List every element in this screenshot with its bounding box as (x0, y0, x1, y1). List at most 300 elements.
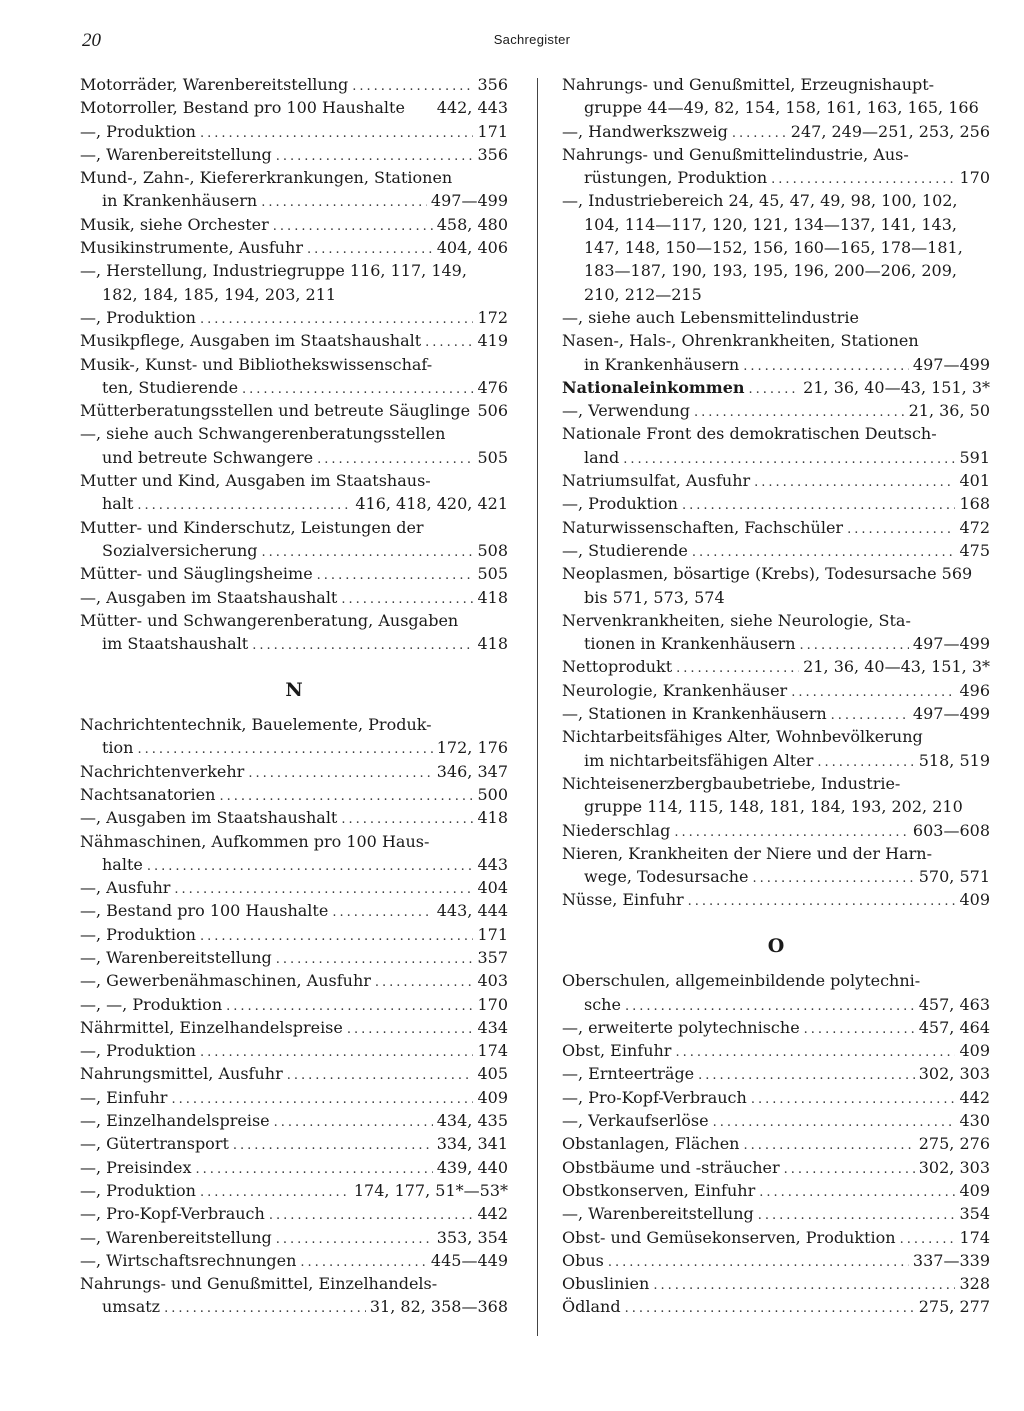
index-entry (80, 609, 508, 632)
index-entry (80, 329, 508, 352)
page-reference: 457, 463 (918, 994, 990, 1014)
index-term: —, Produktion (80, 1041, 196, 1061)
page-reference: 172 (477, 307, 508, 327)
page-reference: 168 (959, 494, 990, 514)
dot-leader (252, 634, 473, 657)
index-term: Nachrichtentechnik, Bauelemente, Produk- (80, 715, 432, 735)
dot-leader (262, 541, 474, 564)
index-term: —, Gewerbenähmaschinen, Ausfuhr (80, 971, 371, 991)
index-term: —, siehe auch Schwangerenberatungsstellen (80, 424, 446, 444)
dot-leader (674, 821, 909, 844)
index-term: —, Einfuhr (80, 1087, 168, 1107)
page-reference: 404 (477, 878, 508, 898)
index-term: Nährmittel, Einzelhandelspreise (80, 1017, 343, 1037)
dot-leader (675, 1041, 955, 1064)
index-entry (562, 562, 990, 585)
index-entry (562, 1295, 990, 1318)
dot-leader (817, 751, 914, 774)
index-entry (80, 1086, 508, 1109)
page-reference: 172, 176 (436, 738, 508, 758)
column-divider (537, 78, 538, 1336)
index-entry (562, 1062, 990, 1085)
index-entry (562, 353, 990, 376)
index-term: ten, Studierende (102, 377, 239, 397)
page-reference: 496 (959, 680, 990, 700)
index-term: —, siehe auch Lebensmittelindustrie (562, 307, 859, 327)
index-term: bis 571, 573, 574 (584, 587, 725, 607)
index-column-right (562, 73, 990, 1319)
index-term: —, Preisindex (80, 1157, 192, 1177)
index-entry (80, 1156, 508, 1179)
index-term: —, Produktion (80, 121, 196, 141)
section-spacer (562, 912, 990, 935)
index-entry (562, 539, 990, 562)
index-entry (80, 166, 508, 189)
page-reference: 334, 341 (436, 1134, 508, 1154)
index-entry (562, 1226, 990, 1249)
dot-leader (242, 378, 473, 401)
dot-leader (233, 1134, 433, 1157)
dot-leader (743, 355, 909, 378)
dot-leader (752, 867, 914, 890)
index-entry (562, 96, 990, 119)
index-term: Sozialversicherung (102, 540, 258, 560)
page-reference: 31, 82, 358—368 (369, 1297, 508, 1317)
index-term: —, Warenbereitstellung (80, 1227, 272, 1247)
index-term: Musik, siehe Orchester (80, 214, 269, 234)
page-reference: 472 (959, 517, 990, 537)
index-term: —, Stationen in Krankenhäusern (562, 704, 827, 724)
index-term: Nähmaschinen, Aufkommen pro 100 Haus- (80, 831, 430, 851)
page-reference: 442, 443 (436, 98, 509, 118)
index-term: —, Produktion (80, 1180, 196, 1200)
page-reference: 497—499 (430, 191, 508, 211)
index-term: Mütter- und Säuglingsheime (80, 564, 313, 584)
index-entry (80, 492, 508, 515)
index-term: 147, 148, 150—152, 156, 160—165, 178—181, (584, 238, 963, 258)
page-reference: 247, 249—251, 253, 256 (790, 121, 990, 141)
page-reference: 497—499 (912, 634, 990, 654)
index-term: —, Wirtschaftsrechnungen (80, 1250, 297, 1270)
index-term: —, Pro-Kopf-Verbrauch (562, 1087, 747, 1107)
dot-leader (341, 588, 473, 611)
index-term: Oberschulen, allgemeinbildende polytechni- (562, 971, 921, 991)
index-term: Nichteisenerzbergbaubetriebe, Industrie- (562, 773, 901, 793)
index-term: —, Gütertransport (80, 1134, 229, 1154)
index-entry (80, 736, 508, 759)
index-entry (562, 888, 990, 911)
index-entry (80, 923, 508, 946)
dot-leader (749, 378, 800, 401)
index-term: Nasen-, Hals-, Ohrenkrankheiten, Stationen (562, 331, 919, 351)
page-reference: 328 (959, 1274, 990, 1294)
page-reference: 518, 519 (918, 750, 990, 770)
dot-leader (375, 971, 474, 994)
index-term: Nationale Front des demokratischen Deutsch- (562, 424, 937, 444)
index-term: Mütterberatungsstellen und betreute Säuglinge (80, 401, 471, 421)
index-term: Obus (562, 1250, 604, 1270)
index-term: land (584, 447, 620, 467)
section-letter-heading: O (767, 934, 785, 957)
dot-leader (196, 1158, 433, 1181)
page-reference: 497—499 (912, 354, 990, 374)
dot-leader (800, 634, 909, 657)
page-reference: 443, 444 (436, 901, 508, 921)
index-term: Motorräder, Warenbereitstellung (80, 75, 349, 94)
index-term: —, Ausgaben im Staatshaushalt (80, 808, 338, 828)
dot-leader (771, 168, 955, 191)
index-entry (80, 469, 508, 492)
index-entry (80, 353, 508, 376)
page-reference: 174, 177, 51*—53* (353, 1180, 508, 1200)
dot-leader (623, 448, 955, 471)
index-term: —, Ausfuhr (80, 878, 171, 898)
page-reference: 353, 354 (436, 1227, 508, 1247)
dot-leader (831, 704, 909, 727)
dot-leader (847, 518, 955, 541)
dot-leader (758, 1204, 956, 1227)
page-reference: 506 (477, 401, 508, 421)
dot-leader (274, 1111, 433, 1134)
index-entry (80, 539, 508, 562)
page-reference: 356 (477, 75, 508, 94)
dot-leader (352, 75, 473, 98)
index-entry (80, 236, 508, 259)
index-entry (80, 783, 508, 806)
index-term: Ödland (562, 1297, 621, 1317)
dot-leader (137, 494, 351, 517)
page-reference: 409 (477, 1087, 508, 1107)
page-reference: 170 (959, 168, 990, 188)
index-term: Obst, Einfuhr (562, 1041, 672, 1061)
index-entry (80, 399, 508, 422)
index-term: in Krankenhäusern (584, 354, 740, 374)
index-term: Obstbäume und -sträucher (562, 1157, 780, 1177)
page-reference: 505 (477, 447, 508, 467)
index-entry (562, 213, 990, 236)
page-reference: 275, 276 (918, 1134, 990, 1154)
index-term: —, Studierende (562, 540, 688, 560)
index-entry (80, 899, 508, 922)
index-entry (562, 655, 990, 678)
index-entry (562, 1156, 990, 1179)
dot-leader (219, 785, 473, 808)
index-term: —, Ausgaben im Staatshaushalt (80, 587, 338, 607)
dot-leader (276, 948, 474, 971)
index-entry (80, 1272, 508, 1295)
dot-leader (347, 1018, 474, 1041)
section-letter-heading: N (285, 678, 303, 701)
dot-leader (200, 1041, 474, 1064)
page-reference: 497—499 (912, 704, 990, 724)
page-reference: 346, 347 (436, 761, 508, 781)
index-entry (562, 609, 990, 632)
index-entry (562, 259, 990, 282)
index-entry (562, 749, 990, 772)
index-entry (80, 1062, 508, 1085)
dot-leader (676, 657, 799, 680)
index-entry (562, 1039, 990, 1062)
page-reference: 403 (477, 971, 508, 991)
index-entry (80, 713, 508, 736)
index-entry (80, 632, 508, 655)
dot-leader (248, 762, 432, 785)
index-entry (80, 853, 508, 876)
dot-leader (269, 1204, 474, 1227)
dot-leader (732, 122, 787, 145)
dot-leader (694, 401, 905, 424)
page-reference: 445—449 (430, 1250, 508, 1270)
dot-leader (759, 1181, 955, 1204)
page-number: 20 (82, 30, 101, 51)
dot-leader (200, 925, 474, 948)
index-term: und betreute Schwangere (102, 447, 314, 467)
index-entry (80, 830, 508, 853)
index-entry (562, 469, 990, 492)
index-term: tion (102, 738, 134, 758)
index-entry (562, 283, 990, 306)
dot-leader (317, 448, 473, 471)
index-entry (80, 283, 508, 306)
dot-leader (273, 215, 433, 238)
index-term: —, Verkaufserlöse (562, 1111, 709, 1131)
index-entry (80, 562, 508, 585)
dot-leader (713, 1111, 956, 1134)
dot-leader (200, 1181, 350, 1204)
dot-leader (743, 1134, 914, 1157)
page-reference: 505 (477, 564, 508, 584)
page-reference: 476 (477, 377, 508, 397)
index-term: Nettoprodukt (562, 657, 673, 677)
index-entry (80, 760, 508, 783)
index-entry (562, 329, 990, 352)
index-term: halt (102, 494, 134, 514)
index-entry (562, 1132, 990, 1155)
index-entry (562, 376, 990, 399)
page-reference: 357 (477, 947, 508, 967)
index-entry (80, 1202, 508, 1225)
page-reference: 171 (477, 121, 508, 141)
index-term: 182, 184, 185, 194, 203, 211 (102, 284, 337, 304)
page-reference: 21, 36, 40—43, 151, 3* (803, 657, 990, 677)
index-term: Musikinstrumente, Ausfuhr (80, 238, 303, 258)
dot-leader (784, 1158, 915, 1181)
index-term: Naturwissenschaften, Fachschüler (562, 517, 844, 537)
index-entry (562, 399, 990, 422)
index-term: Nachrichtenverkehr (80, 761, 245, 781)
dot-leader (625, 995, 915, 1018)
dot-leader (804, 1018, 915, 1041)
index-entry (80, 213, 508, 236)
index-entry (80, 1179, 508, 1202)
dot-leader (317, 564, 474, 587)
page-reference: 409 (959, 1041, 990, 1061)
index-term: rüstungen, Produktion (584, 168, 768, 188)
index-entry (562, 632, 990, 655)
index-entry (562, 120, 990, 143)
page-reference: 275, 277 (918, 1297, 990, 1317)
page-reference: 404, 406 (436, 238, 508, 258)
page-reference: 439, 440 (436, 1157, 508, 1177)
index-term: Musik-, Kunst- und Bibliothekswissenschaf- (80, 354, 433, 374)
index-entry (562, 1016, 990, 1039)
index-entry (562, 1086, 990, 1109)
index-entry (80, 143, 508, 166)
page-reference: 401 (959, 471, 990, 491)
index-term: Nervenkrankheiten, siehe Neurologie, Sta- (562, 610, 911, 630)
index-term: —, Pro-Kopf-Verbrauch (80, 1204, 265, 1224)
page-reference: 430 (959, 1111, 990, 1131)
index-term: Obstanlagen, Flächen (562, 1134, 740, 1154)
page-reference: 442 (477, 1204, 508, 1224)
index-entry (562, 73, 990, 96)
dot-leader (174, 878, 473, 901)
page-reference: 475 (959, 540, 990, 560)
page-reference: 171 (477, 924, 508, 944)
page-reference: 458, 480 (436, 214, 508, 234)
index-term: Motorroller, Bestand pro 100 Haushalte (80, 98, 405, 118)
index-entry (562, 492, 990, 515)
index-entry (80, 586, 508, 609)
dot-leader (200, 122, 474, 145)
dot-leader (171, 1088, 473, 1111)
index-entry (562, 586, 990, 609)
index-term: im nichtarbeitsfähigen Alter (584, 750, 814, 770)
page-reference: 416, 418, 420, 421 (355, 494, 508, 514)
index-term: —, Produktion (562, 494, 678, 514)
dot-leader (692, 541, 956, 564)
page-reference: 443 (477, 854, 508, 874)
index-term: Neurologie, Krankenhäuser (562, 680, 788, 700)
index-term: —, Warenbereitstellung (562, 1204, 754, 1224)
index-term: 183—187, 190, 193, 195, 196, 200—206, 209, (584, 261, 957, 281)
dot-leader (791, 681, 955, 704)
index-term: —, Einzelhandelspreise (80, 1111, 270, 1131)
index-column-left (80, 73, 508, 1319)
page-reference: 434 (477, 1017, 508, 1037)
index-term: Nüsse, Einfuhr (562, 890, 684, 910)
dot-leader (751, 1088, 956, 1111)
index-entry (562, 166, 990, 189)
index-term: Nachtsanatorien (80, 784, 216, 804)
page-reference: 21, 36, 40—43, 151, 3* (803, 377, 990, 397)
index-term: —, Industriebereich 24, 45, 47, 49, 98, 100, 102, (562, 191, 958, 211)
index-term: Obst- und Gemüsekonserven, Produktion (562, 1227, 896, 1247)
page-reference: 337—339 (912, 1250, 990, 1270)
index-term: —, Handwerkszweig (562, 121, 728, 141)
index-term: halte (102, 854, 143, 874)
index-term: Mütter- und Schwangerenberatung, Ausgaben (80, 610, 459, 630)
index-entry (80, 1016, 508, 1039)
index-term: Nahrungs- und Genußmittelindustrie, Aus- (562, 144, 909, 164)
index-entry (80, 806, 508, 829)
dot-leader (332, 901, 432, 924)
dot-leader (900, 1228, 956, 1251)
dot-leader (276, 145, 474, 168)
index-entry (562, 1109, 990, 1132)
index-entry (80, 376, 508, 399)
dot-leader (625, 1297, 915, 1320)
index-entry (562, 1202, 990, 1225)
page-reference: 302, 303 (918, 1064, 990, 1084)
dot-leader (226, 995, 473, 1018)
index-term: —, Warenbereitstellung (80, 144, 272, 164)
index-entry (562, 842, 990, 865)
page-reference: 174 (959, 1227, 990, 1247)
index-term: in Krankenhäusern (102, 191, 258, 211)
page-reference: 508 (477, 540, 508, 560)
index-term: wege, Todesursache (584, 867, 749, 887)
index-entry (562, 1249, 990, 1272)
index-term: —, —, Produktion (80, 994, 223, 1014)
index-entry (80, 993, 508, 1016)
dot-leader (698, 1064, 915, 1087)
page-reference: 405 (477, 1064, 508, 1084)
index-entry (562, 725, 990, 748)
page-reference: 409 (959, 1180, 990, 1200)
dot-leader (307, 238, 433, 261)
index-term: sche (584, 994, 621, 1014)
index-term: Mutter- und Kinderschutz, Leistungen der (80, 517, 424, 537)
index-entry (80, 446, 508, 469)
index-entry (80, 306, 508, 329)
index-term: —, Warenbereitstellung (80, 947, 272, 967)
index-term: 210, 212—215 (584, 284, 702, 304)
page-reference: 419 (477, 331, 508, 351)
index-entry (562, 969, 990, 992)
index-entry (562, 189, 990, 212)
index-term: —, Bestand pro 100 Haushalte (80, 901, 329, 921)
index-entry (562, 1179, 990, 1202)
section-spacer (562, 958, 990, 969)
index-entry (80, 96, 508, 119)
index-entry (80, 516, 508, 539)
dot-leader (425, 331, 473, 354)
index-term: Neoplasmen, bösartige (Krebs), Todesursache 569 (562, 564, 973, 584)
index-term: Nationaleinkommen (562, 377, 745, 397)
page-reference: 418 (477, 587, 508, 607)
index-entry (562, 795, 990, 818)
index-entry (80, 969, 508, 992)
index-term: Musikpflege, Ausgaben im Staatshaushalt (80, 331, 422, 351)
index-entry (562, 143, 990, 166)
page-reference: 591 (959, 447, 990, 467)
dot-leader (164, 1297, 366, 1320)
section-spacer (80, 702, 508, 713)
dot-leader (200, 308, 474, 331)
index-term: Nahrungs- und Genußmittel, Erzeugnishaupt- (562, 75, 935, 94)
index-entry (562, 772, 990, 795)
index-entry (562, 236, 990, 259)
page-reference: 170 (477, 994, 508, 1014)
index-entry (80, 946, 508, 969)
index-entry (80, 1109, 508, 1132)
index-term: Mutter und Kind, Ausgaben im Staatshaus- (80, 471, 431, 491)
dot-leader (682, 494, 956, 517)
index-entry (80, 876, 508, 899)
index-term: umsatz (102, 1297, 161, 1317)
index-term: —, Produktion (80, 924, 196, 944)
page-reference: 457, 464 (918, 1017, 990, 1037)
index-term: —, Herstellung, Industriegruppe 116, 117, 149, (80, 261, 467, 281)
page-reference: 409 (959, 890, 990, 910)
index-term: tionen in Krankenhäusern (584, 634, 796, 654)
dot-leader (287, 1064, 474, 1087)
page-reference: 434, 435 (436, 1111, 508, 1131)
index-term: —, Produktion (80, 307, 196, 327)
page-reference: 356 (477, 144, 508, 164)
page-reference: 570, 571 (918, 867, 990, 887)
